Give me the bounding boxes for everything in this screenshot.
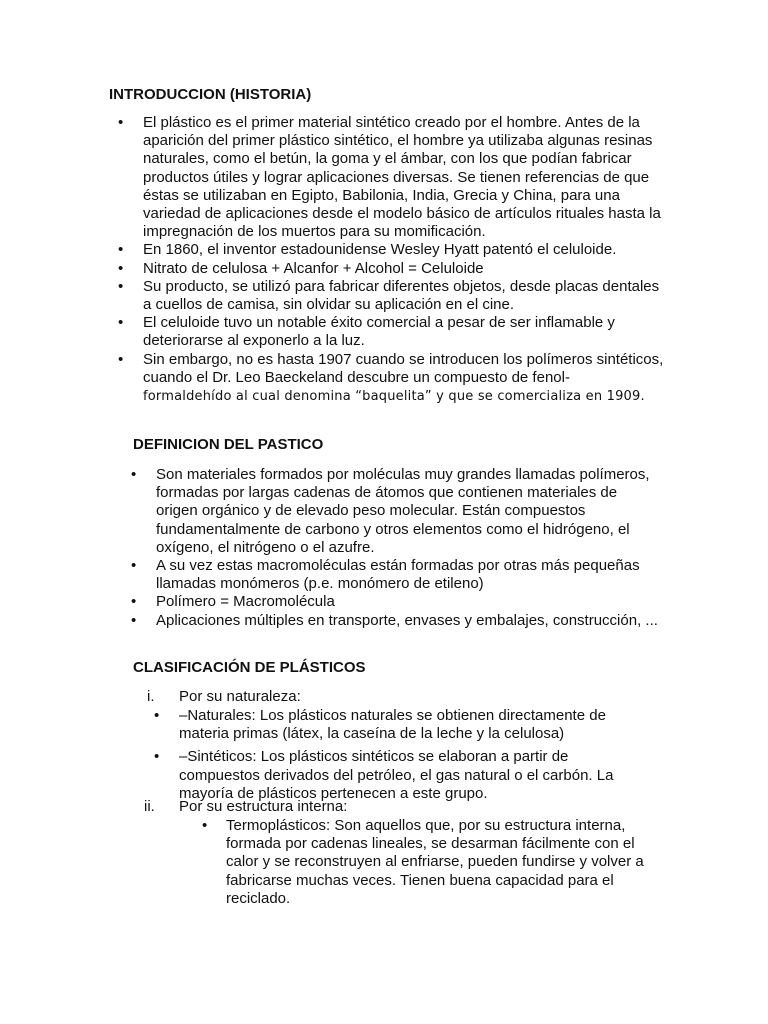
intro-list xyxy=(118,114,668,406)
roman-item-i xyxy=(147,688,301,706)
bullet: • xyxy=(202,817,208,834)
roman-number: ii. xyxy=(144,798,155,815)
bullet: • xyxy=(118,259,124,277)
bullet: • xyxy=(118,114,124,131)
list-item: • A su vez estas macromoléculas están formadas por otras más pequeñas llamadas monómeros (p.e. monómero de etileno) xyxy=(131,557,640,593)
list-item: • Son materiales formados por moléculas muy grandes llamadas polímeros, formadas por largas cadenas de átomos que contienen materiales de origen orgánico y de elevado peso molecular. Están compuestos fundamentalmente de carbono y otros elementos como el hidrógeno, el oxígeno, el nitrógeno o el azufre. xyxy=(131,466,650,556)
list-item: • El celuloide tuvo un notable éxito comercial a pesar de ser inflamable y deteriorarse al exponerlo a la luz. xyxy=(118,314,615,350)
list-item: • El plástico es el primer material sintético creado por el hombre. Antes de la aparición del primer plástico sintético, el hombre ya utilizaba algunas resinas naturales, como el betún, la goma y el ámbar, con los que podían fabricar productos útiles y lograr aplicaciones diversas. Se tienen referencias de que éstas se utilizaban en Egipto, Babilonia, India, Grecia y China, para una variedad de aplicaciones desde el modelo básico de artículos rituales hasta la impregnación de los muertos para su momificación. xyxy=(118,114,661,241)
list-item: • Su producto, se utilizó para fabricar diferentes objetos, desde placas dentales a cuellos de camisa, sin olvidar su aplicación en el cine. xyxy=(118,277,660,314)
list-item: • Aplicaciones múltiples en transporte, envases y embalajes, construcción, ... xyxy=(131,611,658,629)
list-item: • –Naturales: Los plásticos naturales se obtienen directamente de materia primas (látex, la caseína de la leche y la celulosa) xyxy=(154,707,606,743)
estructura-list xyxy=(202,817,661,908)
bullet: • xyxy=(131,557,137,575)
naturaleza-list xyxy=(154,707,644,803)
bullet: • xyxy=(118,241,124,259)
list-item: • Termoplásticos: Son aquellos que, por su estructura interna, formada por cadenas lineales, se desarman fácilmente con el calor y se reconstruyen al enfriarse, pueden fundirse y volver a fabricarse muchas veces. Tienen buena capacidad para el reciclado. xyxy=(202,817,644,907)
list-item: • Sin embargo, no es hasta 1907 cuando se introducen los polímeros sintéticos, cuando el Dr. Leo Baeckeland descubre un compuesto de fenol- formaldehído al cual denomina “baquelita” y que se comercializa en 1909. xyxy=(118,350,664,405)
intro-last-line: formaldehído al cual denomina “baquelita” y que se comercializa en 1909. xyxy=(143,389,645,405)
roman-number: i. xyxy=(147,688,155,705)
roman-label: Por su estructura interna: xyxy=(179,798,348,815)
list-item: • Nitrato de celulosa + Alcanfor + Alcohol = Celuloide xyxy=(118,259,484,277)
roman-label: Por su naturaleza: xyxy=(179,688,301,705)
heading-clasificacion: CLASIFICACIÓN DE PLÁSTICOS xyxy=(133,659,366,676)
heading-introduccion: INTRODUCCION (HISTORIA) xyxy=(109,86,312,103)
list-item: • Polímero = Macromolécula xyxy=(131,593,335,611)
list-item: • –Sintéticos: Los plásticos sintéticos se elaboran a partir de compuestos derivados del petróleo, el gas natural o el carbón. La mayoría de plásticos pertenecen a este grupo. xyxy=(154,748,614,802)
bullet: • xyxy=(118,277,124,295)
bullet: • xyxy=(131,466,137,483)
list-item: • En 1860, el inventor estadounidense Wesley Hyatt patentó el celuloide. xyxy=(118,241,617,259)
bullet: • xyxy=(131,593,137,611)
bullet: • xyxy=(118,350,124,368)
bullet: • xyxy=(154,748,160,766)
definicion-list xyxy=(131,466,661,630)
roman-item-ii xyxy=(144,798,348,816)
bullet: • xyxy=(131,611,137,629)
bullet: • xyxy=(154,707,160,724)
heading-definicion: DEFINICION DEL PASTICO xyxy=(133,436,324,453)
bullet: • xyxy=(118,314,124,332)
